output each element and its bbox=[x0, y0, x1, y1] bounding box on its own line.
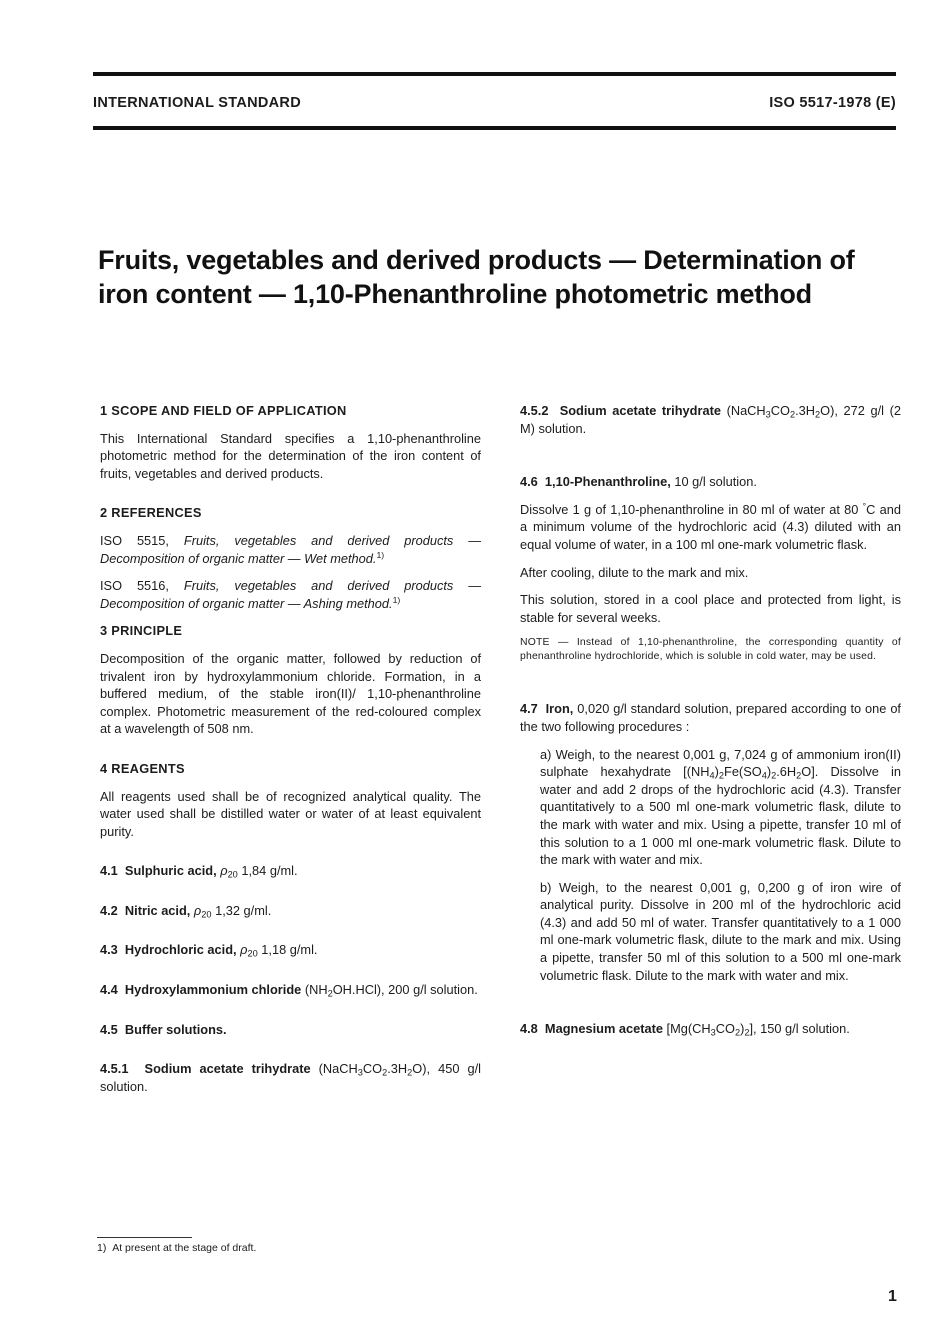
reagent-4-2: 4.2 Nitric acid, $\rho_{20}$ 1,32 g/ml. bbox=[100, 902, 272, 920]
reagent-4-6: 4.6 1,10-Phenanthroline, 10 g/l solution. bbox=[520, 474, 757, 490]
reagent-4-5: 4.5 Buffer solutions. bbox=[100, 1021, 227, 1037]
footnote-marker: 1) bbox=[97, 1242, 107, 1254]
reagent-4-1: 4.1 Sulphuric acid, $\rho_{20}$ 1,84 g/ml. bbox=[100, 863, 298, 880]
reagent-4-6-paragraph-2: After cooling, dilute to the mark and mix. bbox=[520, 564, 749, 580]
section-principle-text: Decomposition of the organic matter, followed by reduction of trivalent iron by hydroxylammonium chloride. Formation, in a buffered medium, of the stable iron(II)/ 1,10-phenanthroline complex. Photometric measurement of the red-coloured complex at a wavelength of 508 nm. bbox=[100, 650, 481, 737]
footnote-text: At present at the stage of draft. bbox=[112, 1242, 257, 1254]
document-title bbox=[98, 243, 898, 311]
right-column bbox=[520, 402, 901, 1038]
left-column bbox=[100, 402, 481, 1095]
reagent-4-5-1: 4.5.1 Sodium acetate trihydrate $(NaCH_3CO_2.3H_2O)$, 450 g/l solution. bbox=[100, 1061, 481, 1094]
reagent-4-5-2: 4.5.2 Sodium acetate trihydrate $(NaCH_3CO_2.3H_2O)$, 272 g/l (2 M) solution. bbox=[520, 403, 901, 436]
reagent-4-6-paragraph-3: This solution, stored in a cool place and protected from light, is stable for several weeks. bbox=[520, 592, 901, 625]
title-line-1: Fruits, vegetables and derived products — Determination of bbox=[98, 245, 855, 275]
section-principle-heading: 3 PRINCIPLE bbox=[100, 623, 183, 639]
title-line-2: iron content — 1,10-Phenanthroline photometric method bbox=[98, 279, 812, 309]
reagent-4-7: 4.7 Iron, 0,020 g/l standard solution, prepared according to one of the two following procedures : bbox=[520, 701, 901, 734]
reagent-4-4: 4.4 Hydroxylammonium chloride $(NH_2OH.HCl)$, 200 g/l solution. bbox=[100, 982, 478, 999]
section-scope-text: This International Standard specifies a 1,10-phenanthroline photometric method for the determination of the iron content of fruits, vegetables and derived products. bbox=[100, 430, 481, 481]
header-standard-label: INTERNATIONAL STANDARD bbox=[93, 95, 301, 111]
section-reagents-heading: 4 REAGENTS bbox=[100, 760, 185, 776]
reagent-4-3: 4.3 Hydrochloric acid, $\rho_{20}$ 1,18 g/ml. bbox=[100, 942, 318, 959]
header-bottom-rule bbox=[93, 126, 896, 130]
reagent-4-6-note: NOTE — Instead of 1,10-phenanthroline, the corresponding quantity of phenanthroline hydrochloride, which is soluble in cold water, may be used. bbox=[520, 637, 901, 663]
section-references-heading: 2 REFERENCES bbox=[100, 505, 202, 521]
top-rule bbox=[93, 72, 896, 76]
reagent-4-8: 4.8 Magnesium acetate $[Mg(CH_3CO_2)_2]$, 150 g/l solution. bbox=[520, 1021, 850, 1038]
reference-iso-5515: ISO 5515, Fruits, vegetables and derived products — Decomposition of organic matter — Wet method.$^{1)}$ bbox=[100, 532, 481, 566]
section-reagents-text: All reagents used shall be of recognized analytical quality. The water used shall be distilled water or water of at least equivalent purity. bbox=[100, 788, 481, 839]
footnote bbox=[97, 1242, 256, 1254]
header-standard-number: ISO 5517-1978 (E) bbox=[769, 95, 896, 111]
footnote-rule bbox=[97, 1237, 192, 1238]
page-number: 1 bbox=[888, 1288, 897, 1305]
reagent-4-7-procedure-b: b) Weigh, to the nearest 0,001 g, 0,200 g of iron wire of analytical purity. Dissolve in 200 ml of the hydrochloric acid (4.3) and add 50 ml of water. Transfer quantitatively to a 1 000 ml one-mark volumetric flask, dilute to the mark and mix. Using a pipette, transfer 50 ml of this solution to a 500 ml one-mark volumetric flask. Dilute to the mark with water and mix. bbox=[540, 879, 901, 983]
reagent-4-6-paragraph-1: Dissolve 1 g of 1,10-phenanthroline in 80 ml of water at 80 °C and a minimum volume of the hydrochloric acid (4.3) diluted with an equal volume of water, in a 100 ml one-mark volumetric flask. bbox=[520, 501, 901, 552]
reagent-4-7-procedure-a: a) Weigh, to the nearest 0,001 g, 7,024 g of ammonium iron(II) sulphate hexahydrate $[(NH_4)_2Fe(SO_4)_2.6H_2O]$. Dissolve in water and add 2 drops of the hydrochloric acid (4.3). Transfer quantitatively to a 500 ml one-mark volumetric flask, dilute to the mark with water and mix. Using a pipette, transfer 10 ml of this solution to a 1 000 ml one-mark volumetric flask. Dilute to the mark with water and mix. bbox=[540, 746, 901, 868]
section-scope-heading: 1 SCOPE AND FIELD OF APPLICATION bbox=[100, 403, 347, 418]
reference-iso-5516: ISO 5516, Fruits, vegetables and derived products — Decomposition of organic matter — Ashing method.$^{1)}$ bbox=[100, 578, 481, 611]
